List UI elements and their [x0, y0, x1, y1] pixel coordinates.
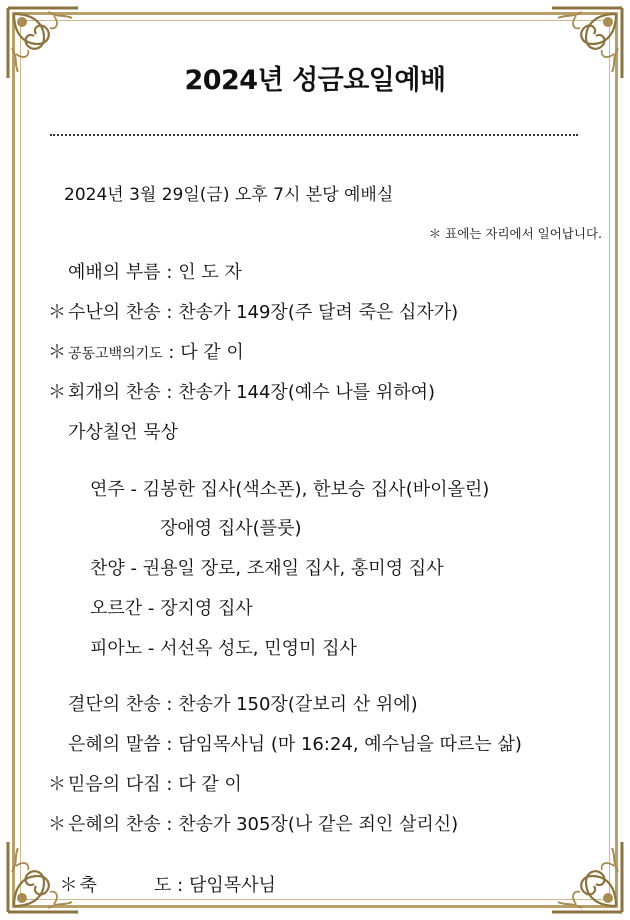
- order-label: 예배의 부름: [68, 262, 161, 283]
- order-value: 다 같 이: [180, 342, 244, 363]
- stand-mark: ＊: [48, 774, 66, 795]
- order-separator: :: [171, 875, 189, 896]
- order-item: [48, 418, 178, 444]
- order-separator: :: [160, 814, 179, 835]
- order-label: 회개의 찬송: [68, 382, 161, 403]
- page-title: 2024년 성금요일예배: [184, 65, 446, 96]
- order-item: [48, 338, 244, 364]
- stand-mark: ＊: [48, 342, 66, 363]
- stand-mark: ＊: [48, 382, 66, 403]
- order-item: [48, 850, 276, 897]
- order-value: 찬송가 150장(갈보리 산 위에): [178, 694, 418, 715]
- ornament-corner-icon: [548, 838, 626, 916]
- order-item: [48, 378, 435, 404]
- dotted-divider: [50, 134, 578, 136]
- order-separator: :: [160, 694, 179, 715]
- order-item: [48, 770, 242, 796]
- order-label: 은혜의 말씀: [68, 734, 161, 755]
- stand-mark: ＊: [48, 302, 66, 323]
- order-label: 공동고백의기도: [68, 346, 163, 362]
- order-value: 찬송가 305장(나 같은 죄인 살리신): [178, 814, 459, 835]
- order-separator: :: [160, 382, 179, 403]
- order-item: [48, 810, 458, 836]
- order-label: 수난의 찬송: [68, 302, 161, 323]
- standing-note: ＊ 표에는 자리에서 일어납니다.: [428, 226, 602, 241]
- order-value: 담임목사님: [188, 875, 276, 896]
- meditation-line: 연주 - 김봉한 집사(색소폰), 한보승 집사(바이올린): [90, 479, 490, 500]
- order-separator: :: [160, 262, 179, 283]
- meditation-line: 오르간 - 장지영 집사: [90, 598, 253, 619]
- order-item: [48, 298, 458, 324]
- stand-mark: ＊: [59, 875, 78, 896]
- order-value: 인 도 자: [178, 262, 242, 283]
- order-item: [48, 730, 522, 756]
- meditation-line: 피아노 - 서선옥 성도, 민영미 집사: [90, 638, 357, 659]
- order-separator: :: [160, 774, 179, 795]
- order-label: 믿음의 다짐: [68, 774, 161, 795]
- meditation-line: 장애영 집사(플룻): [160, 518, 302, 539]
- order-item: [48, 690, 418, 716]
- meditation-line: 찬양 - 권용일 장로, 조재일 집사, 홍미영 집사: [90, 558, 444, 579]
- date-line: 2024년 3월 29일(금) 오후 7시 본당 예배실: [64, 185, 394, 205]
- order-value: 찬송가 144장(예수 나를 위하여): [178, 382, 436, 403]
- order-separator: :: [160, 734, 179, 755]
- stand-mark: ＊: [48, 814, 66, 835]
- order-label: 축 도: [79, 875, 172, 896]
- order-separator: :: [160, 302, 179, 323]
- order-label: 결단의 찬송: [68, 694, 161, 715]
- order-label: 가상칠언 묵상: [68, 422, 179, 443]
- order-label: 은혜의 찬송: [68, 814, 161, 835]
- order-separator: :: [162, 342, 181, 363]
- order-item: [48, 258, 242, 284]
- order-value: 찬송가 149장(주 달려 죽은 십자가): [178, 302, 459, 323]
- order-value: 다 같 이: [178, 774, 242, 795]
- order-value: 담임목사님 (마 16:24, 예수님을 따르는 삶): [178, 734, 522, 755]
- inner-border: [20, 20, 610, 900]
